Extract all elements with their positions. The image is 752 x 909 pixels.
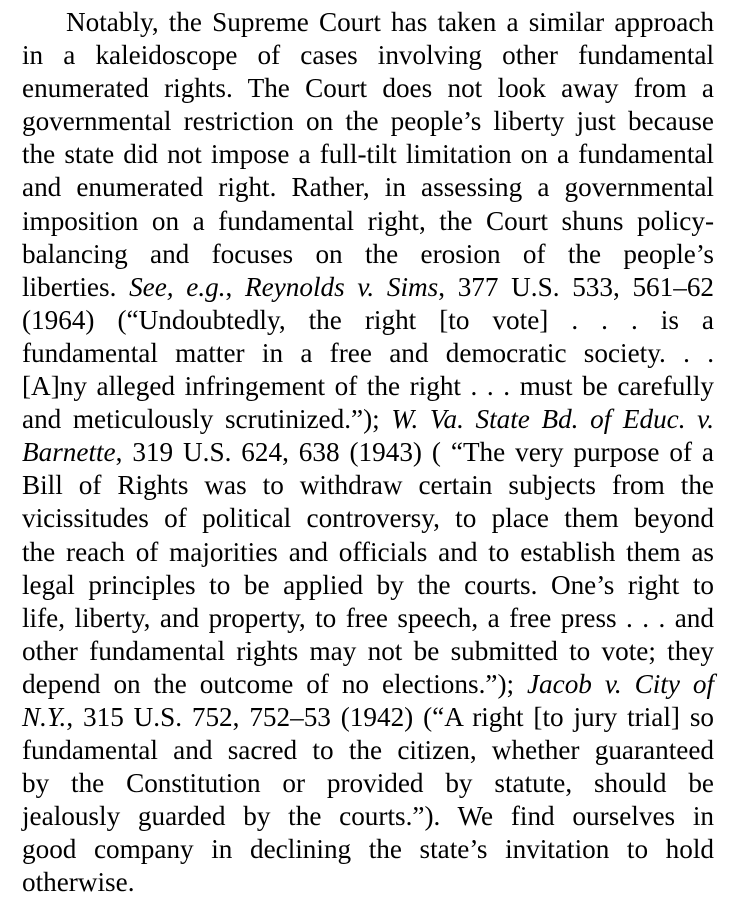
text-line: otherwise. (22, 867, 135, 898)
text-line: [A]ny alleged infringement of the right . . . must be carefully (22, 371, 714, 402)
text-line: in a kaleidoscope of cases involving other fundamental (22, 40, 714, 71)
text-line: fundamental and sacred to the citizen, whether guaranteed (22, 735, 714, 766)
case-name-jacob-cont: N.Y. (22, 701, 67, 732)
text-line: N.Y., 315 U.S. 752, 752–53 (1942) (“A right [to jury trial] so (22, 701, 714, 732)
text-line: (1964) (“Undoubtedly, the right [to vote] . . . is a (22, 304, 714, 335)
text-line: liberties. See, e.g., Reynolds v. Sims, 377 U.S. 533, 561–62 (22, 271, 715, 302)
text-line: legal principles to be applied by the courts. One’s right to (22, 569, 714, 600)
text-line: and meticulously scrutinized.”); W. Va. State Bd. of Educ. v. (22, 404, 714, 435)
text-line: good company in declining the state’s invitation to hold (22, 834, 714, 865)
text-line: the state did not impose a full-tilt limitation on a fundamental (22, 139, 714, 170)
case-name-reynolds: Reynolds v. Sims (245, 271, 439, 302)
text-line: by the Constitution or provided by statute, should be (22, 768, 714, 799)
text-line: enumerated rights. The Court does not look away from a (22, 73, 714, 104)
case-name-jacob: Jacob v. City of (526, 668, 714, 699)
text-line: and enumerated right. Rather, in assessing a governmental (22, 172, 714, 203)
text-line: other fundamental rights may not be submitted to vote; they (22, 635, 714, 666)
text-line: Notably, the Supreme Court has taken a similar approach (66, 7, 714, 37)
opinion-paragraph (22, 6, 714, 900)
text-line: balancing and focuses on the erosion of the people’s (22, 238, 714, 269)
text-line: depend on the outcome of no elections.”); Jacob v. City of (22, 668, 714, 699)
text-line: life, liberty, and property, to free speech, a free press . . . and (22, 602, 714, 633)
case-name-barnette-cont: Barnette (22, 437, 116, 468)
text-line: vicissitudes of political controversy, to place them beyond (22, 503, 714, 534)
text-line: imposition on a fundamental right, the Court shuns policy- (22, 205, 714, 236)
text-line: Barnette, 319 U.S. 624, 638 (1943) ( “The very purpose of a (22, 437, 714, 468)
text-line: jealously guarded by the courts.”). We find ourselves in (22, 801, 714, 832)
text-line: the reach of majorities and officials and to establish them as (22, 536, 714, 567)
text-line: fundamental matter in a free and democratic society. . . (22, 337, 714, 368)
case-name-barnette: W. Va. State Bd. of Educ. v. (391, 404, 714, 435)
text-line: governmental restriction on the people’s liberty just because (22, 106, 714, 137)
citation-signal: See, e.g. (129, 271, 226, 302)
text-line: Bill of Rights was to withdraw certain subjects from the (22, 470, 714, 501)
